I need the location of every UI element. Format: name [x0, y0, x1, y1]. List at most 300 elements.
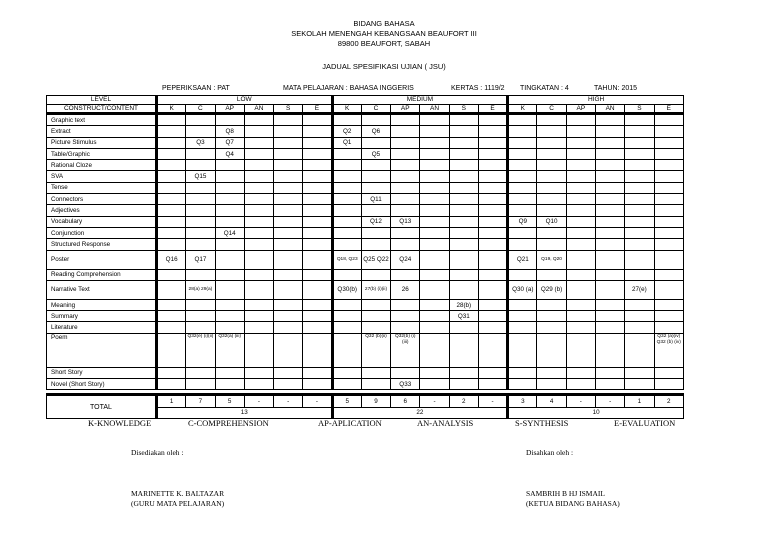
verified-by-name: SAMBRIH B HJ ISMAIL [526, 489, 605, 498]
total-cell: - [303, 395, 332, 407]
verified-by-role: (KETUA BIDANG BAHASA) [526, 499, 620, 508]
table-cell [478, 239, 507, 250]
table-cell [157, 227, 186, 238]
table-cell: Q32(e) (i)(ii) [186, 333, 215, 367]
table-row [47, 171, 684, 182]
table-cell [420, 299, 449, 310]
table-row [47, 137, 684, 148]
table-cell [244, 216, 273, 227]
table-row [47, 216, 684, 227]
table-cell [595, 269, 624, 280]
table-cell: Q15 [186, 171, 215, 182]
table-cell [391, 171, 420, 182]
table-cell [654, 205, 683, 216]
table-cell [186, 126, 215, 137]
table-cell [274, 239, 303, 250]
table-cell [186, 269, 215, 280]
table-cell [595, 227, 624, 238]
table-cell [361, 182, 390, 193]
table-cell [157, 280, 186, 299]
row-label: Novel (Short Story) [47, 379, 157, 390]
table-cell: Q31 [449, 311, 478, 322]
table-cell [625, 379, 654, 390]
table-cell [537, 126, 566, 137]
table-cell [215, 322, 244, 333]
table-cell [625, 205, 654, 216]
table-cell [537, 148, 566, 159]
table-cell [595, 148, 624, 159]
table-cell [595, 171, 624, 182]
verified-by-label: Disahkan oleh : [526, 448, 574, 457]
table-cell [157, 367, 186, 378]
table-cell [391, 137, 420, 148]
column-header-an: AN [244, 104, 273, 114]
table-cell [361, 227, 390, 238]
table-cell [508, 194, 537, 205]
total-label: TOTAL [47, 395, 157, 419]
table-cell [625, 194, 654, 205]
row-label: Connectors [47, 194, 157, 205]
legend-e: E-EVALUATION [614, 418, 676, 428]
row-label: Tense [47, 182, 157, 193]
table-cell: Q32 (b)(ii) [361, 333, 390, 367]
table-body [47, 114, 684, 390]
row-label: Table/Graphic [47, 148, 157, 159]
table-cell [595, 311, 624, 322]
table-cell: Q14 [215, 227, 244, 238]
table-cell [303, 367, 332, 378]
table-cell [157, 216, 186, 227]
table-cell [595, 216, 624, 227]
table-cell [478, 205, 507, 216]
table-cell [361, 114, 390, 126]
table-cell [478, 171, 507, 182]
table-cell [420, 280, 449, 299]
table-cell [157, 311, 186, 322]
table-row [47, 194, 684, 205]
table-cell [391, 182, 420, 193]
table-cell [274, 216, 303, 227]
table-cell [537, 322, 566, 333]
table-cell [303, 269, 332, 280]
table-cell [449, 160, 478, 171]
legend-an: AN-ANALYSIS [417, 418, 474, 428]
table-cell [537, 171, 566, 182]
subtotal-cell: 10 [508, 407, 684, 418]
prepared-by-name: MARINETTE K. BALTAZAR [131, 489, 225, 498]
table-cell [508, 239, 537, 250]
table-cell [449, 250, 478, 269]
table-cell [420, 322, 449, 333]
table-cell [595, 250, 624, 269]
table-cell [654, 322, 683, 333]
table-cell: Q7 [215, 137, 244, 148]
table-cell [595, 280, 624, 299]
table-cell [274, 227, 303, 238]
table-cell [303, 171, 332, 182]
column-header-e: E [478, 104, 507, 114]
total-cell: 5 [215, 395, 244, 407]
table-cell [157, 160, 186, 171]
table-cell [215, 160, 244, 171]
table-cell: 26 [391, 280, 420, 299]
table-cell [449, 171, 478, 182]
table-cell [303, 299, 332, 310]
table-cell [244, 114, 273, 126]
column-header-ap: AP [566, 104, 595, 114]
table-cell: Q17 [186, 250, 215, 269]
table-cell [595, 114, 624, 126]
table-cell [449, 269, 478, 280]
table-cell [420, 216, 449, 227]
table-cell [478, 250, 507, 269]
legend-k: K-KNOWLEDGE [88, 418, 152, 428]
table-row [47, 148, 684, 159]
table-cell [391, 322, 420, 333]
table-cell [332, 239, 361, 250]
table-cell [537, 299, 566, 310]
column-header-c: C [361, 104, 390, 114]
table-cell [157, 379, 186, 390]
table-cell [361, 367, 390, 378]
table-cell [537, 379, 566, 390]
level-low: LOW [157, 96, 333, 105]
table-cell [186, 160, 215, 171]
table-cell [420, 239, 449, 250]
table-cell [595, 182, 624, 193]
table-row [47, 160, 684, 171]
totals-row [47, 395, 684, 407]
table-cell [420, 160, 449, 171]
table-cell: Q12 [361, 216, 390, 227]
total-cell: 2 [449, 395, 478, 407]
table-cell: Q9 [508, 216, 537, 227]
table-cell [303, 194, 332, 205]
prepared-by-label: Disediakan oleh : [131, 448, 184, 457]
total-cell: - [478, 395, 507, 407]
table-cell [215, 182, 244, 193]
table-cell [654, 311, 683, 322]
table-cell [625, 322, 654, 333]
table-cell [508, 299, 537, 310]
table-cell: Q6 [361, 126, 390, 137]
row-label: Narrative Text [47, 280, 157, 299]
table-cell [157, 148, 186, 159]
table-cell [537, 182, 566, 193]
legend-c: C-COMPREHENSION [188, 418, 269, 428]
table-cell [215, 367, 244, 378]
table-cell [215, 171, 244, 182]
table-cell [566, 205, 595, 216]
table-cell [478, 322, 507, 333]
row-label: Picture Stimulus [47, 137, 157, 148]
table-cell [303, 137, 332, 148]
table-cell [244, 160, 273, 171]
row-label: Vocabulary [47, 216, 157, 227]
table-cell [420, 194, 449, 205]
table-cell [566, 182, 595, 193]
table-cell [625, 137, 654, 148]
row-label: Graphic text [47, 114, 157, 126]
column-header-ap: AP [391, 104, 420, 114]
table-cell [625, 367, 654, 378]
table-cell [186, 379, 215, 390]
table-cell [508, 333, 537, 367]
table-cell [186, 148, 215, 159]
table-cell [508, 114, 537, 126]
table-cell: Q16 [157, 250, 186, 269]
column-header-an: AN [595, 104, 624, 114]
table-row [47, 379, 684, 390]
table-cell [361, 379, 390, 390]
column-header-e: E [654, 104, 683, 114]
table-cell [478, 367, 507, 378]
table-cell [391, 114, 420, 126]
table-cell [332, 114, 361, 126]
level-label: LEVEL [47, 96, 157, 105]
table-cell [391, 299, 420, 310]
table-cell [244, 182, 273, 193]
table-cell [654, 171, 683, 182]
table-cell [508, 182, 537, 193]
total-cell: 4 [537, 395, 566, 407]
table-row [47, 311, 684, 322]
total-cell: - [274, 395, 303, 407]
table-cell [332, 205, 361, 216]
table-cell [186, 114, 215, 126]
table-cell [566, 333, 595, 367]
table-cell [654, 299, 683, 310]
table-cell [332, 160, 361, 171]
table-cell [361, 137, 390, 148]
table-cell [274, 182, 303, 193]
table-cell [157, 322, 186, 333]
table-cell [537, 194, 566, 205]
table-row [47, 322, 684, 333]
table-cell: Q8 [215, 126, 244, 137]
table-cell [508, 379, 537, 390]
meta-tahun: TAHUN: 2015 [594, 85, 638, 92]
table-cell [654, 239, 683, 250]
table-cell [508, 126, 537, 137]
table-cell [274, 322, 303, 333]
table-cell [595, 126, 624, 137]
table-cell [244, 299, 273, 310]
row-label: Adjectives [47, 205, 157, 216]
column-header-s: S [274, 104, 303, 114]
table-cell [303, 148, 332, 159]
table-cell [420, 227, 449, 238]
table-cell [274, 367, 303, 378]
table-cell [157, 239, 186, 250]
table-cell [625, 182, 654, 193]
table-cell [654, 137, 683, 148]
table-cell [303, 333, 332, 367]
table-cell [215, 269, 244, 280]
table-cell [391, 239, 420, 250]
table-cell [420, 205, 449, 216]
table-cell [625, 333, 654, 367]
legend-ap: AP-APLICATION [318, 418, 382, 428]
table-cell [361, 171, 390, 182]
row-label: Rational Cloze [47, 160, 157, 171]
table-cell [361, 205, 390, 216]
table-cell: Q19, Q20 [537, 250, 566, 269]
row-label: Summary [47, 311, 157, 322]
table-cell [274, 171, 303, 182]
table-cell [332, 182, 361, 193]
table-cell [625, 311, 654, 322]
table-row [47, 250, 684, 269]
table-cell [566, 322, 595, 333]
table-cell [654, 160, 683, 171]
table-cell [303, 216, 332, 227]
table-cell [566, 126, 595, 137]
table-cell [186, 322, 215, 333]
table-cell [595, 299, 624, 310]
table-cell: Q33 [391, 379, 420, 390]
table-cell [303, 114, 332, 126]
table-cell [157, 114, 186, 126]
column-header-k: K [508, 104, 537, 114]
table-cell [449, 322, 478, 333]
table-cell [449, 114, 478, 126]
table-cell [361, 160, 390, 171]
prepared-by-role: (GURU MATA PELAJARAN) [131, 499, 225, 508]
row-label: SVA [47, 171, 157, 182]
table-cell [274, 379, 303, 390]
table-cell [508, 227, 537, 238]
table-cell [420, 137, 449, 148]
table-cell [566, 114, 595, 126]
table-cell [595, 137, 624, 148]
construct-label: CONSTRUCT/CONTENT [47, 104, 157, 114]
table-cell [244, 311, 273, 322]
table-cell: Q21 [508, 250, 537, 269]
table-cell [332, 299, 361, 310]
table-cell [361, 269, 390, 280]
table-cell [361, 299, 390, 310]
table-cell [566, 227, 595, 238]
table-cell [215, 250, 244, 269]
table-cell [654, 280, 683, 299]
table-cell [478, 379, 507, 390]
table-cell [186, 194, 215, 205]
table-cell [391, 367, 420, 378]
table-cell [625, 148, 654, 159]
table-cell [332, 269, 361, 280]
column-header-k: K [157, 104, 186, 114]
table-cell [478, 114, 507, 126]
table-cell [157, 171, 186, 182]
table-cell: Q18, Q23 [332, 250, 361, 269]
table-cell [244, 194, 273, 205]
table-cell [303, 280, 332, 299]
table-cell: Q4 [215, 148, 244, 159]
table-cell [420, 367, 449, 378]
table-cell [303, 239, 332, 250]
table-cell [303, 205, 332, 216]
table-cell [332, 379, 361, 390]
table-cell [274, 137, 303, 148]
column-header-e: E [303, 104, 332, 114]
table-row [47, 367, 684, 378]
subtotal-cell: 22 [332, 407, 508, 418]
table-cell [420, 333, 449, 367]
total-cell: 9 [361, 395, 390, 407]
table-cell [625, 171, 654, 182]
table-cell [566, 216, 595, 227]
table-cell [566, 299, 595, 310]
total-cell: 5 [332, 395, 361, 407]
table-cell [449, 205, 478, 216]
table-cell [537, 205, 566, 216]
table-cell [420, 250, 449, 269]
table-cell [654, 367, 683, 378]
table-cell [332, 227, 361, 238]
table-cell [215, 216, 244, 227]
table-cell [274, 269, 303, 280]
table-row [47, 114, 684, 126]
table-cell [566, 250, 595, 269]
table-cell [508, 171, 537, 182]
table-cell [537, 239, 566, 250]
table-cell [625, 239, 654, 250]
table-cell [478, 227, 507, 238]
table-cell [595, 379, 624, 390]
table-cell [449, 280, 478, 299]
total-cell: 2 [654, 395, 683, 407]
table-cell [391, 194, 420, 205]
table-cell [215, 114, 244, 126]
table-cell [215, 205, 244, 216]
legend-s: S-SYNTHESIS [515, 418, 569, 428]
table-cell: Q24 [391, 250, 420, 269]
table-cell [303, 379, 332, 390]
header-line-3: 89800 BEAUFORT, SABAH [337, 39, 431, 48]
table-cell [478, 137, 507, 148]
meta-tingkatan: TINGKATAN : 4 [520, 85, 569, 92]
table-cell [215, 239, 244, 250]
table-cell: 27(b) (i)(ii) [361, 280, 390, 299]
table-cell [215, 280, 244, 299]
table-cell [186, 311, 215, 322]
table-cell [157, 194, 186, 205]
table-cell [595, 160, 624, 171]
table-cell [244, 239, 273, 250]
row-label: Short Story [47, 367, 157, 378]
table-cell [478, 194, 507, 205]
table-cell [361, 239, 390, 250]
table-cell [449, 137, 478, 148]
subtotal-cell: 13 [157, 407, 333, 418]
table-cell [566, 367, 595, 378]
table-cell [449, 216, 478, 227]
table-cell [566, 379, 595, 390]
table-cell [215, 299, 244, 310]
table-cell [566, 194, 595, 205]
table-cell [478, 280, 507, 299]
table-cell [449, 367, 478, 378]
table-cell [157, 137, 186, 148]
table-cell [303, 311, 332, 322]
column-header-an: AN [420, 104, 449, 114]
table-cell [537, 227, 566, 238]
row-label: Conjunction [47, 227, 157, 238]
table-cell [186, 227, 215, 238]
table-cell [215, 311, 244, 322]
table-cell [478, 160, 507, 171]
